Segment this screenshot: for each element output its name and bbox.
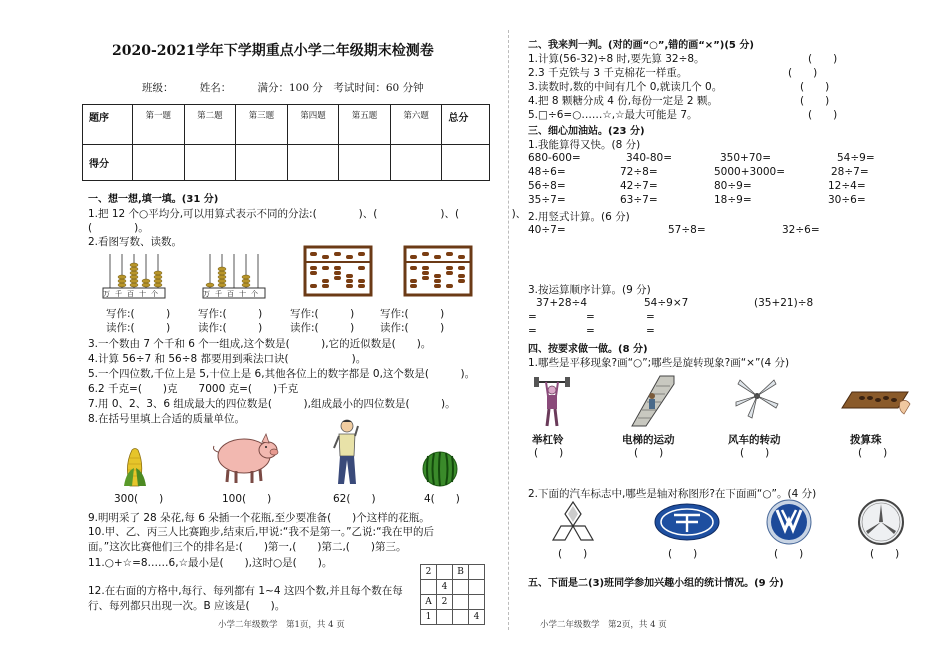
escalator-picture bbox=[630, 372, 676, 428]
page-divider bbox=[508, 30, 509, 630]
calc-item: 28÷7= bbox=[831, 166, 869, 178]
equals-sign: = bbox=[586, 311, 595, 323]
calc-item: 80÷9= bbox=[714, 180, 752, 192]
calc-item: 72÷8= bbox=[620, 166, 658, 178]
grid-cell[interactable] bbox=[469, 580, 485, 595]
write-blank-2[interactable]: 写作:( ) bbox=[198, 308, 263, 320]
read-blank-1[interactable]: 读作:( ) bbox=[106, 322, 171, 334]
judge-1: 1.计算(56-32)÷8 时,要先算 32÷8。 bbox=[528, 53, 705, 65]
exam-info: 班级： 姓名： 满分：100 分 考试时间：60 分钟 bbox=[142, 82, 424, 94]
mass-blank-watermelon[interactable]: 4( ) bbox=[424, 493, 460, 505]
question-8: 8.在括号里填上合适的质量单位。 bbox=[88, 413, 246, 425]
abacus-wooden-1 bbox=[304, 246, 372, 298]
calc-item: 56÷8= bbox=[528, 180, 566, 192]
read-blank-4[interactable]: 读作:( ) bbox=[380, 322, 445, 334]
windmill-picture bbox=[732, 374, 782, 424]
vertical-item: 32÷6= bbox=[782, 224, 820, 236]
page-2 bbox=[510, 0, 950, 657]
grid-cell[interactable] bbox=[421, 580, 437, 595]
calc-item: 30÷6= bbox=[828, 194, 866, 206]
calc-3-heading: 3.按运算顺序计算。(9 分) bbox=[528, 284, 651, 296]
calc-item: 54÷9= bbox=[837, 152, 875, 164]
grid-cell[interactable] bbox=[469, 565, 485, 580]
judge-4: 4.把 8 颗糖分成 4 份,每份一定是 2 颗。 bbox=[528, 95, 718, 107]
calc-item: 5000+3000= bbox=[714, 166, 786, 178]
score-cell[interactable] bbox=[339, 145, 391, 181]
picture-label: 举杠铃 bbox=[532, 434, 564, 446]
picture-label: 电梯的运动 bbox=[622, 434, 675, 446]
question-4: 4.计算 56÷7 和 56÷8 都要用到乘法口诀( )。 bbox=[88, 353, 367, 365]
grid-cell[interactable] bbox=[453, 595, 469, 610]
abacus-label: 百 bbox=[127, 290, 139, 298]
abacus-label: 十 bbox=[239, 290, 251, 298]
equals-sign: = bbox=[528, 325, 537, 337]
grid-cell[interactable] bbox=[437, 565, 453, 580]
mercedes-logo-picture bbox=[856, 498, 906, 546]
abacus-label: 十 bbox=[139, 290, 151, 298]
judge-3: 3.读数时,数的中间有几个 0,就读几个 0。 bbox=[528, 81, 723, 93]
table-header: 第一题 bbox=[133, 105, 185, 145]
grid-cell[interactable] bbox=[453, 580, 469, 595]
table-header: 第六题 bbox=[390, 105, 442, 145]
vertical-item: 57÷8= bbox=[668, 224, 706, 236]
section-3-heading: 三、细心加油站。(23 分) bbox=[528, 126, 645, 137]
write-blank-1[interactable]: 写作:( ) bbox=[106, 308, 171, 320]
man-picture bbox=[330, 418, 364, 488]
vertical-item: 40÷7= bbox=[528, 224, 566, 236]
question-9: 9.明明采了 28 朵花,每 6 朵插一个花瓶,至少要准备( )个这样的花瓶。 bbox=[88, 512, 430, 524]
table-header: 第二题 bbox=[184, 105, 236, 145]
picture-label: 风车的转动 bbox=[728, 434, 781, 446]
vw-logo-picture bbox=[764, 498, 814, 546]
section-4-heading: 四、按要求做一做。(8 分) bbox=[528, 344, 648, 355]
oval-car-logo-picture bbox=[652, 500, 722, 544]
picture-answer[interactable]: ( ) bbox=[634, 447, 664, 459]
calc-item: 340-80= bbox=[626, 152, 672, 164]
question-10-cont: 面。”这次比赛他们三个的排名是:( )第一,( )第二,( )第三。 bbox=[88, 541, 407, 553]
logo-answer[interactable]: ( ) bbox=[558, 548, 588, 560]
grid-cell[interactable]: 4 bbox=[437, 580, 453, 595]
score-row-label: 得分 bbox=[83, 145, 133, 181]
grid-cell[interactable] bbox=[437, 610, 453, 625]
mass-blank-corn[interactable]: 300( ) bbox=[114, 493, 164, 505]
abacus-wooden-2 bbox=[404, 246, 472, 298]
read-blank-3[interactable]: 读作:( ) bbox=[290, 322, 355, 334]
question-5: 5.一个四位数,千位上是 5,十位上是 6,其他各位上的数字都是 0,这个数是( )。 bbox=[88, 368, 476, 380]
question-12-cont: 行、每列都只出现一次。B 应该是( )。 bbox=[88, 600, 286, 612]
table-header: 第三题 bbox=[236, 105, 288, 145]
grid-cell[interactable]: 2 bbox=[421, 565, 437, 580]
score-table bbox=[82, 104, 490, 181]
write-blank-3[interactable]: 写作:( ) bbox=[290, 308, 355, 320]
score-cell[interactable] bbox=[133, 145, 185, 181]
section-2-heading: 二、我来判一判。(对的画“○”,错的画“×”)(5 分) bbox=[528, 40, 754, 51]
picture-answer[interactable]: ( ) bbox=[740, 447, 770, 459]
question-7: 7.用 0、2、3、6 组成最大的四位数是( ),组成最小的四位数是( )。 bbox=[88, 398, 456, 410]
question-2: 2.看图写数、读数。 bbox=[88, 236, 183, 248]
question-10: 10.甲、乙、丙三人比赛跑步,结束后,甲说:“我不是第一。”乙说:“我在甲的后 bbox=[88, 526, 435, 538]
judge-4-answer[interactable]: ( ) bbox=[800, 95, 830, 107]
watermelon-picture bbox=[420, 450, 460, 488]
logo-answer[interactable]: ( ) bbox=[870, 548, 900, 560]
bead-abacus-picture bbox=[840, 388, 910, 416]
score-cell[interactable] bbox=[184, 145, 236, 181]
picture-label: 拨算珠 bbox=[850, 434, 882, 446]
page-footer: 小学二年级数学 第2页，共 4 页 bbox=[540, 620, 667, 630]
judge-2-answer[interactable]: ( ) bbox=[788, 67, 818, 79]
question-11: 11.○+☆=8……6,☆最小是( ),这时○是( )。 bbox=[88, 557, 333, 569]
section-5-heading: 五、下面是二(3)班同学参加兴趣小组的统计情况。(9 分) bbox=[528, 578, 784, 589]
equals-sign: = bbox=[586, 325, 595, 337]
order-item: 37+28÷4 bbox=[536, 297, 587, 309]
equals-sign: = bbox=[528, 311, 537, 323]
abacus-label: 个 bbox=[251, 290, 263, 298]
calc-2-heading: 2.用竖式计算。(6 分) bbox=[528, 211, 630, 223]
calc-item: 350+70= bbox=[720, 152, 771, 164]
page-footer: 小学二年级数学 第1页，共 4 页 bbox=[218, 620, 345, 630]
write-blank-4[interactable]: 写作:( ) bbox=[380, 308, 445, 320]
grid-cell[interactable] bbox=[469, 595, 485, 610]
score-cell[interactable] bbox=[442, 145, 490, 181]
judge-2: 2.3 千克铁与 3 千克棉花一样重。 bbox=[528, 67, 688, 79]
table-header: 总分 bbox=[442, 105, 490, 145]
calc-item: 63÷7= bbox=[620, 194, 658, 206]
judge-5: 5.□÷6=○……☆,☆最大可能是 7。 bbox=[528, 109, 698, 121]
score-cell[interactable] bbox=[287, 145, 339, 181]
equals-sign: = bbox=[646, 325, 655, 337]
abacus-label: 千 bbox=[115, 290, 127, 298]
grid-cell[interactable]: 4 bbox=[469, 610, 485, 625]
question-1: 1.把 12 个○平均分,可以用算式表示不同的分法:( )、( )、( )、 bbox=[88, 208, 527, 220]
task-2-heading: 2.下面的汽车标志中,哪些是轴对称图形?在下面画“○”。(4 分) bbox=[528, 488, 817, 500]
abacus-label: 百 bbox=[227, 290, 239, 298]
table-header: 第五题 bbox=[339, 105, 391, 145]
judge-5-answer[interactable]: ( ) bbox=[808, 109, 838, 121]
grid-cell[interactable]: A bbox=[421, 595, 437, 610]
calc-item: 42÷7= bbox=[620, 180, 658, 192]
question-6: 6.2 千克=( )克 7000 克=( )千克 bbox=[88, 383, 299, 395]
weightlifter-picture bbox=[534, 374, 570, 428]
corn-picture bbox=[120, 446, 150, 488]
mass-blank-pig[interactable]: 100( ) bbox=[222, 493, 272, 505]
mitsubishi-logo-picture bbox=[538, 500, 608, 544]
task-1-heading: 1.哪些是平移现象?画“○”;哪些是旋转现象?画“×”(4 分) bbox=[528, 357, 790, 369]
judge-3-answer[interactable]: ( ) bbox=[800, 81, 830, 93]
score-cell[interactable] bbox=[390, 145, 442, 181]
section-1-heading: 一、想一想,填一填。(31 分) bbox=[88, 194, 219, 205]
logo-answer[interactable]: ( ) bbox=[668, 548, 698, 560]
grid-cell[interactable] bbox=[453, 610, 469, 625]
grid-cell[interactable]: 1 bbox=[421, 610, 437, 625]
judge-1-answer[interactable]: ( ) bbox=[808, 53, 838, 65]
picture-answer[interactable]: ( ) bbox=[858, 447, 888, 459]
calc-item: 35÷7= bbox=[528, 194, 566, 206]
abacus-label: 万 bbox=[103, 290, 115, 298]
order-item: (35+21)÷8 bbox=[754, 297, 814, 309]
read-blank-2[interactable]: 读作:( ) bbox=[198, 322, 263, 334]
abacus-label: 个 bbox=[151, 290, 163, 298]
abacus-label: 千 bbox=[215, 290, 227, 298]
calc-item: 680-600= bbox=[528, 152, 581, 164]
question-1-cont: ( )。 bbox=[88, 222, 149, 234]
calc-item: 18÷9= bbox=[714, 194, 752, 206]
question-3: 3.一个数由 7 个千和 6 个一组成,这个数是( ),它的近似数是( )。 bbox=[88, 338, 432, 350]
picture-answer[interactable]: ( ) bbox=[534, 447, 564, 459]
table-header: 题序 bbox=[83, 105, 133, 145]
number-grid bbox=[420, 564, 485, 625]
order-item: 54÷9×7 bbox=[644, 297, 689, 309]
score-cell[interactable] bbox=[236, 145, 288, 181]
calc-1-heading: 1.我能算得又快。(8 分) bbox=[528, 139, 641, 151]
table-header: 第四题 bbox=[287, 105, 339, 145]
grid-cell[interactable]: B bbox=[453, 565, 469, 580]
calc-item: 12÷4= bbox=[828, 180, 866, 192]
question-12: 12.在右面的方格中,每行、每列都有 1~4 这四个数,并且每个数在每 bbox=[88, 585, 403, 597]
exam-title: 2020-2021学年下学期重点小学二年级期末检测卷 bbox=[112, 43, 434, 59]
grid-cell[interactable]: 2 bbox=[437, 595, 453, 610]
equals-sign: = bbox=[646, 311, 655, 323]
mass-blank-man[interactable]: 62( ) bbox=[333, 493, 376, 505]
abacus-label: 万 bbox=[203, 290, 215, 298]
pig-picture bbox=[210, 426, 282, 488]
calc-item: 48÷6= bbox=[528, 166, 566, 178]
logo-answer[interactable]: ( ) bbox=[774, 548, 804, 560]
